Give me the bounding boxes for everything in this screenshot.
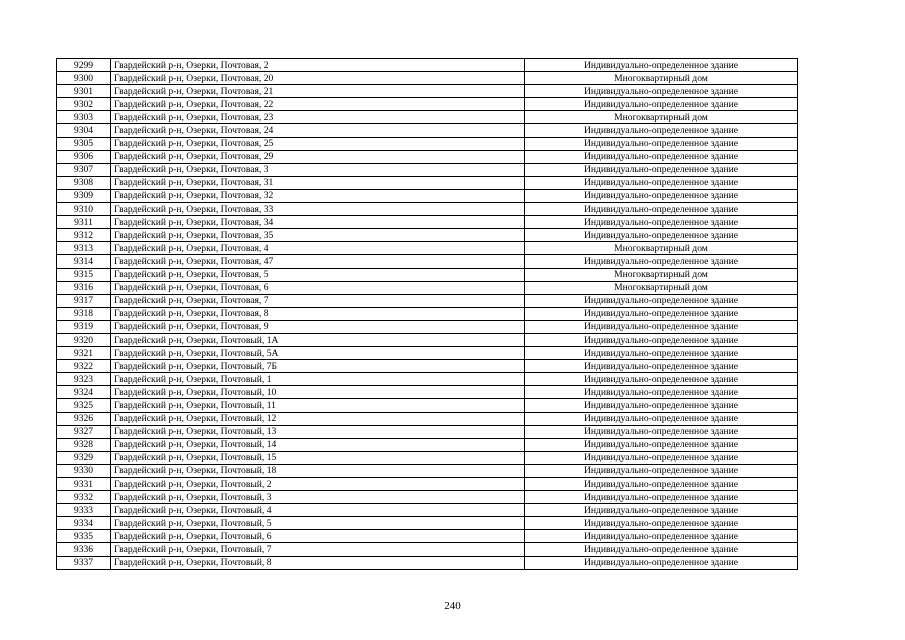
row-number-cell: 9309 [57, 189, 111, 202]
table-row [57, 491, 798, 504]
address-cell: Гвардейский р-н, Озерки, Почтовый, 6 [111, 530, 525, 543]
row-number-cell: 9329 [57, 451, 111, 464]
table-row [57, 347, 798, 360]
table-row [57, 517, 798, 530]
row-number-cell: 9299 [57, 59, 111, 72]
address-cell: Гвардейский р-н, Озерки, Почтовая, 23 [111, 111, 525, 124]
building-type-cell: Индивидуально-определенное здание [525, 360, 798, 373]
table-row [57, 530, 798, 543]
row-number-cell: 9325 [57, 399, 111, 412]
table-row [57, 255, 798, 268]
building-type-cell: Индивидуально-определенное здание [525, 425, 798, 438]
building-type-cell: Индивидуально-определенное здание [525, 504, 798, 517]
address-cell: Гвардейский р-н, Озерки, Почтовый, 5 [111, 517, 525, 530]
row-number-cell: 9303 [57, 111, 111, 124]
table-row [57, 399, 798, 412]
building-type-cell: Индивидуально-определенное здание [525, 517, 798, 530]
address-cell: Гвардейский р-н, Озерки, Почтовая, 5 [111, 268, 525, 281]
building-type-cell: Индивидуально-определенное здание [525, 386, 798, 399]
address-cell: Гвардейский р-н, Озерки, Почтовая, 3 [111, 163, 525, 176]
table-row [57, 85, 798, 98]
building-type-cell: Индивидуально-определенное здание [525, 216, 798, 229]
address-cell: Гвардейский р-н, Озерки, Почтовая, 7 [111, 294, 525, 307]
row-number-cell: 9322 [57, 360, 111, 373]
address-cell: Гвардейский р-н, Озерки, Почтовый, 5А [111, 347, 525, 360]
row-number-cell: 9305 [57, 137, 111, 150]
table-row [57, 556, 798, 569]
address-table-body [57, 59, 798, 570]
row-number-cell: 9308 [57, 176, 111, 189]
row-number-cell: 9326 [57, 412, 111, 425]
address-cell: Гвардейский р-н, Озерки, Почтовая, 20 [111, 72, 525, 85]
address-cell: Гвардейский р-н, Озерки, Почтовая, 21 [111, 85, 525, 98]
table-row [57, 320, 798, 333]
building-type-cell: Индивидуально-определенное здание [525, 203, 798, 216]
address-cell: Гвардейский р-н, Озерки, Почтовый, 2 [111, 478, 525, 491]
row-number-cell: 9307 [57, 163, 111, 176]
row-number-cell: 9327 [57, 425, 111, 438]
address-cell: Гвардейский р-н, Озерки, Почтовая, 6 [111, 281, 525, 294]
address-cell: Гвардейский р-н, Озерки, Почтовая, 4 [111, 242, 525, 255]
building-type-cell: Индивидуально-определенное здание [525, 150, 798, 163]
table-row [57, 98, 798, 111]
table-row [57, 425, 798, 438]
table-row [57, 163, 798, 176]
building-type-cell: Индивидуально-определенное здание [525, 59, 798, 72]
building-type-cell: Индивидуально-определенное здание [525, 399, 798, 412]
table-row [57, 242, 798, 255]
row-number-cell: 9315 [57, 268, 111, 281]
address-cell: Гвардейский р-н, Озерки, Почтовый, 7Б [111, 360, 525, 373]
table-row [57, 438, 798, 451]
building-type-cell: Индивидуально-определенное здание [525, 478, 798, 491]
row-number-cell: 9316 [57, 281, 111, 294]
row-number-cell: 9336 [57, 543, 111, 556]
building-type-cell: Индивидуально-определенное здание [525, 307, 798, 320]
address-cell: Гвардейский р-н, Озерки, Почтовый, 1А [111, 333, 525, 346]
table-row [57, 333, 798, 346]
building-type-cell: Индивидуально-определенное здание [525, 464, 798, 477]
building-type-cell: Многоквартирный дом [525, 72, 798, 85]
building-type-cell: Индивидуально-определенное здание [525, 347, 798, 360]
address-cell: Гвардейский р-н, Озерки, Почтовый, 18 [111, 464, 525, 477]
building-type-cell: Индивидуально-определенное здание [525, 124, 798, 137]
table-row [57, 150, 798, 163]
table-row [57, 478, 798, 491]
address-cell: Гвардейский р-н, Озерки, Почтовый, 13 [111, 425, 525, 438]
row-number-cell: 9337 [57, 556, 111, 569]
address-cell: Гвардейский р-н, Озерки, Почтовый, 11 [111, 399, 525, 412]
building-type-cell: Индивидуально-определенное здание [525, 320, 798, 333]
address-cell: Гвардейский р-н, Озерки, Почтовый, 3 [111, 491, 525, 504]
building-type-cell: Индивидуально-определенное здание [525, 229, 798, 242]
building-type-cell: Индивидуально-определенное здание [525, 412, 798, 425]
table-row [57, 268, 798, 281]
building-type-cell: Индивидуально-определенное здание [525, 294, 798, 307]
row-number-cell: 9314 [57, 255, 111, 268]
table-row [57, 216, 798, 229]
address-cell: Гвардейский р-н, Озерки, Почтовая, 47 [111, 255, 525, 268]
row-number-cell: 9335 [57, 530, 111, 543]
address-cell: Гвардейский р-н, Озерки, Почтовая, 22 [111, 98, 525, 111]
building-type-cell: Многоквартирный дом [525, 242, 798, 255]
building-type-cell: Индивидуально-определенное здание [525, 530, 798, 543]
row-number-cell: 9317 [57, 294, 111, 307]
address-cell: Гвардейский р-н, Озерки, Почтовый, 4 [111, 504, 525, 517]
table-row [57, 307, 798, 320]
building-type-cell: Индивидуально-определенное здание [525, 137, 798, 150]
row-number-cell: 9302 [57, 98, 111, 111]
address-table [56, 58, 798, 570]
row-number-cell: 9323 [57, 373, 111, 386]
table-row [57, 124, 798, 137]
building-type-cell: Индивидуально-определенное здание [525, 543, 798, 556]
address-cell: Гвардейский р-н, Озерки, Почтовая, 32 [111, 189, 525, 202]
row-number-cell: 9306 [57, 150, 111, 163]
address-cell: Гвардейский р-н, Озерки, Почтовая, 31 [111, 176, 525, 189]
table-row [57, 203, 798, 216]
building-type-cell: Индивидуально-определенное здание [525, 438, 798, 451]
row-number-cell: 9304 [57, 124, 111, 137]
building-type-cell: Индивидуально-определенное здание [525, 98, 798, 111]
row-number-cell: 9320 [57, 333, 111, 346]
table-row [57, 229, 798, 242]
row-number-cell: 9300 [57, 72, 111, 85]
address-cell: Гвардейский р-н, Озерки, Почтовый, 8 [111, 556, 525, 569]
row-number-cell: 9333 [57, 504, 111, 517]
table-row [57, 111, 798, 124]
row-number-cell: 9324 [57, 386, 111, 399]
table-row [57, 281, 798, 294]
building-type-cell: Индивидуально-определенное здание [525, 491, 798, 504]
address-cell: Гвардейский р-н, Озерки, Почтовая, 2 [111, 59, 525, 72]
row-number-cell: 9330 [57, 464, 111, 477]
address-cell: Гвардейский р-н, Озерки, Почтовая, 25 [111, 137, 525, 150]
table-row [57, 189, 798, 202]
table-row [57, 451, 798, 464]
row-number-cell: 9321 [57, 347, 111, 360]
row-number-cell: 9334 [57, 517, 111, 530]
address-cell: Гвардейский р-н, Озерки, Почтовый, 1 [111, 373, 525, 386]
row-number-cell: 9328 [57, 438, 111, 451]
address-cell: Гвардейский р-н, Озерки, Почтовая, 29 [111, 150, 525, 163]
table-row [57, 412, 798, 425]
row-number-cell: 9312 [57, 229, 111, 242]
building-type-cell: Индивидуально-определенное здание [525, 556, 798, 569]
row-number-cell: 9332 [57, 491, 111, 504]
table-row [57, 543, 798, 556]
table-row [57, 294, 798, 307]
table-row [57, 504, 798, 517]
building-type-cell: Индивидуально-определенное здание [525, 255, 798, 268]
address-cell: Гвардейский р-н, Озерки, Почтовая, 35 [111, 229, 525, 242]
building-type-cell: Многоквартирный дом [525, 111, 798, 124]
building-type-cell: Индивидуально-определенное здание [525, 189, 798, 202]
row-number-cell: 9301 [57, 85, 111, 98]
building-type-cell: Индивидуально-определенное здание [525, 85, 798, 98]
table-row [57, 360, 798, 373]
row-number-cell: 9331 [57, 478, 111, 491]
address-cell: Гвардейский р-н, Озерки, Почтовая, 24 [111, 124, 525, 137]
building-type-cell: Индивидуально-определенное здание [525, 176, 798, 189]
table-row [57, 72, 798, 85]
table-row [57, 176, 798, 189]
table-row [57, 373, 798, 386]
address-cell: Гвардейский р-н, Озерки, Почтовый, 12 [111, 412, 525, 425]
table-row [57, 137, 798, 150]
page-number: 240 [444, 600, 461, 612]
address-cell: Гвардейский р-н, Озерки, Почтовый, 14 [111, 438, 525, 451]
table-row [57, 59, 798, 72]
building-type-cell: Многоквартирный дом [525, 281, 798, 294]
address-cell: Гвардейский р-н, Озерки, Почтовая, 34 [111, 216, 525, 229]
row-number-cell: 9313 [57, 242, 111, 255]
table-row [57, 386, 798, 399]
building-type-cell: Индивидуально-определенное здание [525, 451, 798, 464]
address-cell: Гвардейский р-н, Озерки, Почтовая, 9 [111, 320, 525, 333]
building-type-cell: Индивидуально-определенное здание [525, 333, 798, 346]
address-cell: Гвардейский р-н, Озерки, Почтовый, 7 [111, 543, 525, 556]
building-type-cell: Индивидуально-определенное здание [525, 163, 798, 176]
row-number-cell: 9310 [57, 203, 111, 216]
row-number-cell: 9318 [57, 307, 111, 320]
address-cell: Гвардейский р-н, Озерки, Почтовый, 15 [111, 451, 525, 464]
address-cell: Гвардейский р-н, Озерки, Почтовая, 33 [111, 203, 525, 216]
address-cell: Гвардейский р-н, Озерки, Почтовая, 8 [111, 307, 525, 320]
building-type-cell: Индивидуально-определенное здание [525, 373, 798, 386]
address-cell: Гвардейский р-н, Озерки, Почтовый, 10 [111, 386, 525, 399]
building-type-cell: Многоквартирный дом [525, 268, 798, 281]
row-number-cell: 9311 [57, 216, 111, 229]
row-number-cell: 9319 [57, 320, 111, 333]
table-row [57, 464, 798, 477]
